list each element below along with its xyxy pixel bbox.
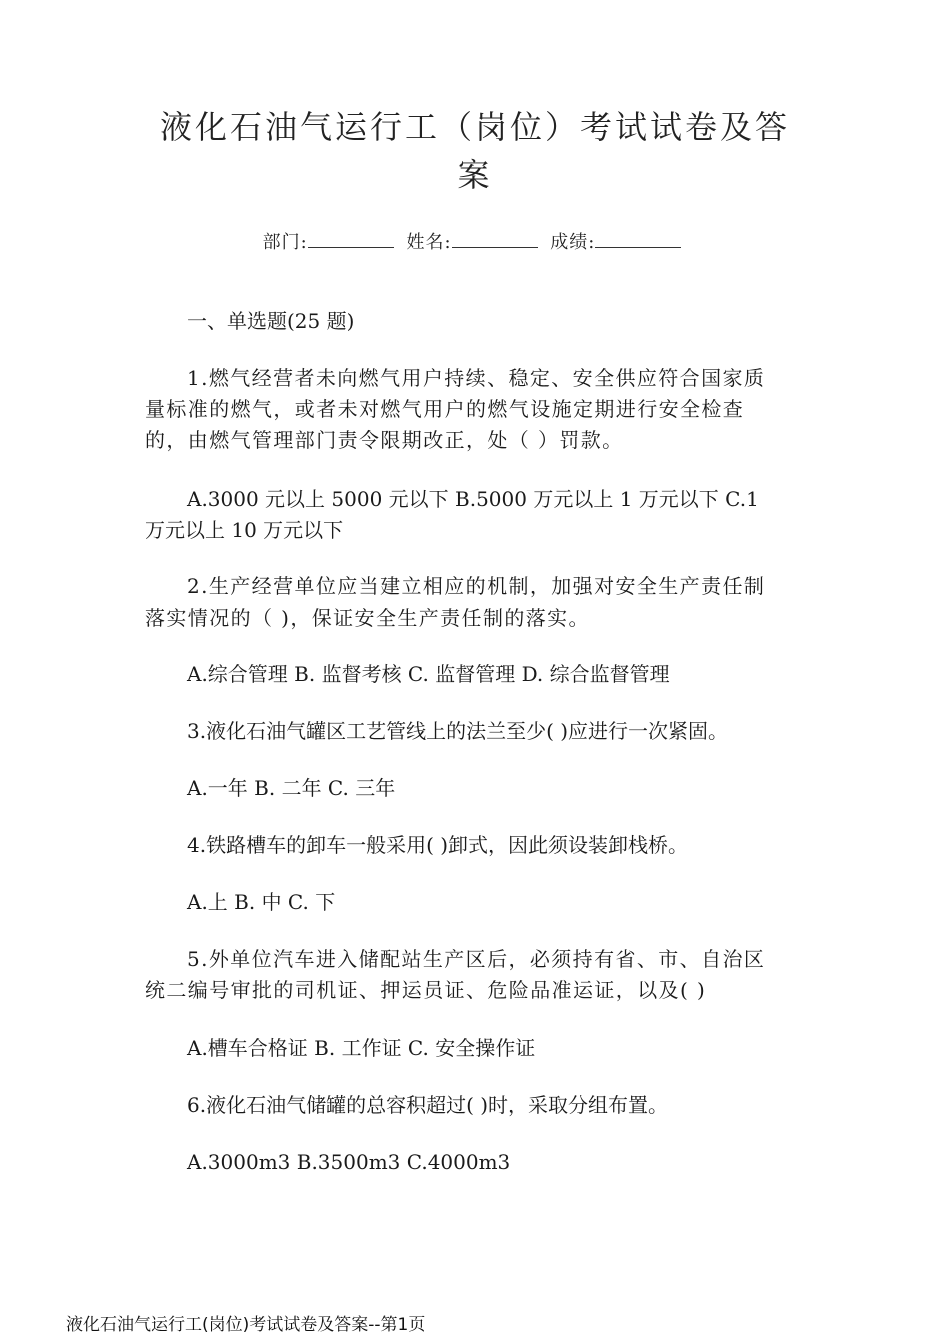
question-6-options: A.3000m3 B.3500m3 C.4000m3 — [187, 1150, 511, 1174]
score-blank — [595, 231, 681, 248]
question-1-options-line-1: A.3000 元以上 5000 元以下 B.5000 万元以上 1 万元以下 C.1 — [187, 487, 759, 511]
question-2-line-2: 落实情况的（ )，保证安全生产责任制的落实。 — [145, 606, 590, 630]
question-1-line-1: 1.燃气经营者未向燃气用户持续、稳定、安全供应符合国家质 — [187, 366, 766, 390]
question-4-line-1: 4.铁路槽车的卸车一般采用( )卸式，因此须设装卸栈桥。 — [187, 833, 689, 857]
question-1-line-2: 量标准的燃气，或者未对燃气用户的燃气设施定期进行安全检查 — [145, 397, 745, 421]
question-3-options: A.一年 B. 二年 C. 三年 — [187, 776, 396, 800]
info-fields — [0, 228, 950, 254]
document-title-line-1: 液化石油气运行工（岗位）考试试卷及答 — [159, 108, 790, 146]
question-2-options: A.综合管理 B. 监督考核 C. 监督管理 D. 综合监督管理 — [187, 662, 670, 686]
question-5-line-1: 5.外单位汽车进入储配站生产区后，必须持有省、市、自治区 — [187, 947, 766, 971]
question-5-line-2: 统二编号审批的司机证、押运员证、危险品准运证，以及( ) — [145, 978, 707, 1002]
page-footer: 液化石油气运行工(岗位)考试试卷及答案--第1页 — [66, 1315, 426, 1335]
question-3-line-1: 3.液化石油气罐区工艺管线上的法兰至少( )应进行一次紧固。 — [187, 719, 729, 743]
document-title-line-2: 案 — [457, 156, 493, 194]
score-label: 成绩: — [550, 232, 596, 253]
section-heading: 一、单选题(25 题) — [187, 309, 355, 333]
question-4-options: A.上 B. 中 C. 下 — [187, 890, 336, 914]
question-5-options: A.槽车合格证 B. 工作证 C. 安全操作证 — [187, 1036, 536, 1060]
department-label: 部门: — [262, 232, 308, 253]
question-6-line-1: 6.液化石油气储罐的总容积超过( )时，采取分组布置。 — [187, 1093, 669, 1117]
question-2-line-1: 2.生产经营单位应当建立相应的机制，加强对安全生产责任制 — [187, 574, 766, 598]
question-1-options-line-2: 万元以上 10 万元以下 — [145, 518, 344, 542]
name-blank — [452, 231, 538, 248]
question-1-line-3: 的，由燃气管理部门责令限期改正，处（ ）罚款。 — [145, 428, 624, 452]
name-label: 姓名: — [406, 232, 452, 253]
department-blank — [308, 231, 394, 248]
